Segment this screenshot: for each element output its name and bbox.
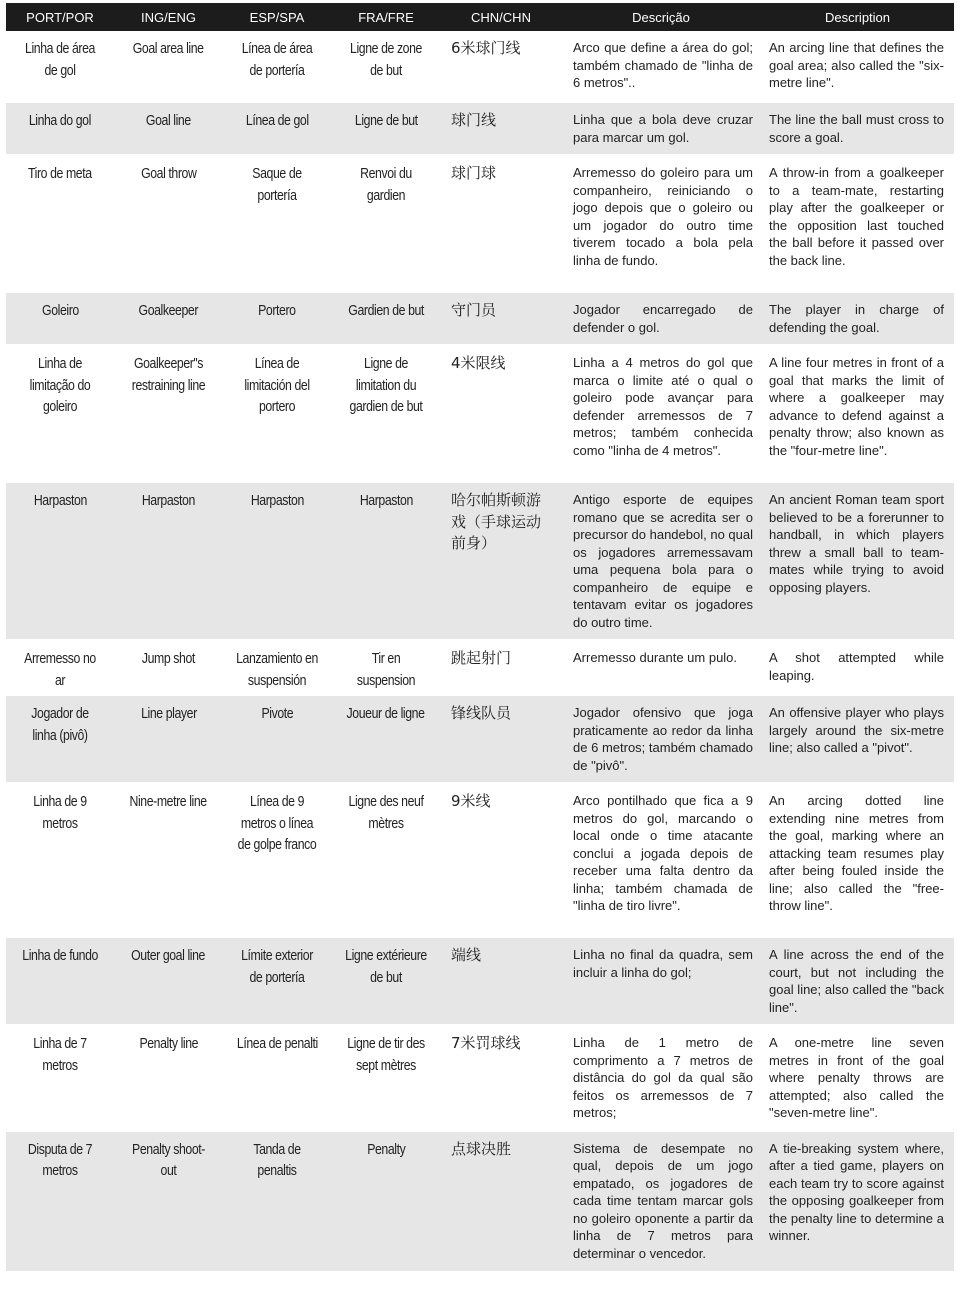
table-row [6,345,954,482]
description-pt: Linha que a bola deve cruzar para marcar um gol. [561,102,761,155]
description-en: A throw-in from a goalkeeper to a team-mate, restarting play after the goalkeeper or the opposition last touched the ball before it passed over the back line. [761,155,954,292]
term-fre: Renvoi du gardien [331,155,441,292]
table-row [6,292,954,345]
description-en: The player in charge of defending the goal. [761,292,954,345]
term-eng: Goalkeeper''s restraining line [114,345,223,482]
description-en: A shot attempted while leaping. [761,640,954,695]
term-fre: Ligne de zone de but [331,31,441,102]
description-pt: Arremesso durante um pulo. [561,640,761,695]
term-eng: Nine-metre line [114,783,223,937]
description-pt: Arco que define a área do gol; também chamado de "linha de 6 metros".. [561,31,761,102]
term-fre: Ligne de tir des sept mètres [331,1025,441,1131]
term-chn: 球门线 [441,102,561,155]
glossary-table [6,3,954,1271]
col-header-desc-pt: Descrição [561,3,761,31]
term-por: Linha de fundo [6,937,114,1025]
description-en: A line four metres in front of a goal that marks the limit of where a goalkeeper may advance to defend against a penalty throw; also known as the "four-metre line". [761,345,954,482]
term-chn: 守门员 [441,292,561,345]
term-eng: Outer goal line [114,937,223,1025]
term-spa: Portero [223,292,331,345]
term-por: Linha de área de gol [6,31,114,102]
term-por: Linha de limitação do goleiro [6,345,114,482]
description-pt: Arremesso do goleiro para um companheiro, reiniciando o jogo depois que o goleiro ou um jogador do outro time tiverem tocado a bola pela linha de fundo. [561,155,761,292]
table-body [6,31,954,1271]
term-eng: Harpaston [114,482,223,640]
table-row [6,783,954,937]
col-header-desc-en: Description [761,3,954,31]
term-chn: 哈尔帕斯顿游戏（手球运动前身） [441,482,561,640]
term-fre: Penalty [331,1131,441,1271]
description-pt: Linha de 1 metro de comprimento a 7 metros de distância do gol da qual são feitos os arremessos de 7 metros; [561,1025,761,1131]
description-en: A one-metre line seven metres in front of the goal where penalty throws are attempted; also called the "seven-metre line". [761,1025,954,1131]
table-row [6,1025,954,1131]
term-chn: 点球决胜 [441,1131,561,1271]
term-eng: Penalty line [114,1025,223,1131]
term-por: Linha de 7 metros [6,1025,114,1131]
table-row [6,155,954,292]
description-pt: Antigo esporte de equipes romano que se acredita ser o precursor do handebol, no qual os jogadores arremessavam uma pequena bola para o companheiro de equipe e tentavam evitar os jogadores do outro time. [561,482,761,640]
term-chn: 跳起射门 [441,640,561,695]
col-header-eng: ING/ENG [114,3,223,31]
table-row [6,695,954,783]
term-por: Linha do gol [6,102,114,155]
term-por: Tiro de meta [6,155,114,292]
term-por: Goleiro [6,292,114,345]
term-eng: Penalty shoot-out [114,1131,223,1271]
table-row [6,937,954,1025]
description-pt: Jogador ofensivo que joga praticamente ao redor da linha de 6 metros; também chamado de "pivô". [561,695,761,783]
term-chn: 6米球门线 [441,31,561,102]
term-chn: 9米线 [441,783,561,937]
col-header-fre: FRA/FRE [331,3,441,31]
term-fre: Ligne des neuf mètres [331,783,441,937]
header-row [6,3,954,31]
term-fre: Harpaston [331,482,441,640]
description-en: An offensive player who plays largely around the six-metre line; also called a "pivot". [761,695,954,783]
description-pt: Linha no final da quadra, sem incluir a linha do gol; [561,937,761,1025]
table-row [6,640,954,695]
term-spa: Lanzamiento en suspensión [223,640,331,695]
term-fre: Joueur de ligne [331,695,441,783]
description-pt: Linha a 4 metros do gol que marca o limite até o qual o goleiro pode avançar para defender arremessos de 7 metros; também conhecida como "linha de 4 metros". [561,345,761,482]
term-eng: Goal area line [114,31,223,102]
term-eng: Goal line [114,102,223,155]
table-row [6,1131,954,1271]
term-por: Harpaston [6,482,114,640]
term-fre: Ligne de limitation du gardien de but [331,345,441,482]
col-header-spa: ESP/SPA [223,3,331,31]
description-en: The line the ball must cross to score a goal. [761,102,954,155]
description-en: An arcing line that defines the goal area; also called the "six-metre line". [761,31,954,102]
term-eng: Goal throw [114,155,223,292]
term-por: Disputa de 7 metros [6,1131,114,1271]
table-row [6,102,954,155]
term-spa: Saque de portería [223,155,331,292]
term-chn: 锋线队员 [441,695,561,783]
term-spa: Límite exterior de portería [223,937,331,1025]
term-fre: Gardien de but [331,292,441,345]
term-chn: 球门球 [441,155,561,292]
term-spa: Línea de limitación del portero [223,345,331,482]
description-pt: Sistema de desempate no qual, depois de um jogo empatado, os jogadores de cada time tentam marcar gols no goleiro oponente a partir da linha de 7 metros para determinar o vencedor. [561,1131,761,1271]
term-eng: Jump shot [114,640,223,695]
term-spa: Línea de gol [223,102,331,155]
term-spa: Harpaston [223,482,331,640]
description-pt: Arco pontilhado que fica a 9 metros do gol, marcando o local onde o time atacante conclui a jogada depois de receber uma falta dentro da linha; também chamada de "linha de tiro livre". [561,783,761,937]
table-row [6,482,954,640]
term-fre: Tir en suspension [331,640,441,695]
term-por: Jogador de linha (pivô) [6,695,114,783]
term-spa: Línea de penalti [223,1025,331,1131]
term-chn: 端线 [441,937,561,1025]
description-en: A tie-breaking system where, after a tied game, players on each team try to score against the opposing goalkeeper from the penalty line to determine a winner. [761,1131,954,1271]
term-spa: Pivote [223,695,331,783]
term-fre: Ligne de but [331,102,441,155]
table-row [6,31,954,102]
term-fre: Ligne extérieure de but [331,937,441,1025]
term-chn: 7米罚球线 [441,1025,561,1131]
col-header-por: PORT/POR [6,3,114,31]
term-eng: Goalkeeper [114,292,223,345]
term-por: Arremesso no ar [6,640,114,695]
term-por: Linha de 9 metros [6,783,114,937]
term-spa: Línea de área de portería [223,31,331,102]
description-en: An arcing dotted line extending nine metres from the goal, marking where an attacking team resumes play after being fouled inside the line; also called the "free-throw line". [761,783,954,937]
term-chn: 4米限线 [441,345,561,482]
description-en: An ancient Roman team sport believed to be a forerunner to handball, in which players threw a small ball to team-mates while trying to avoid opposing players. [761,482,954,640]
term-eng: Line player [114,695,223,783]
term-spa: Tanda de penaltis [223,1131,331,1271]
term-spa: Línea de 9 metros o línea de golpe franco [223,783,331,937]
description-pt: Jogador encarregado de defender o gol. [561,292,761,345]
col-header-chn: CHN/CHN [441,3,561,31]
description-en: A line across the end of the court, but not including the goal line; also called the "back line". [761,937,954,1025]
